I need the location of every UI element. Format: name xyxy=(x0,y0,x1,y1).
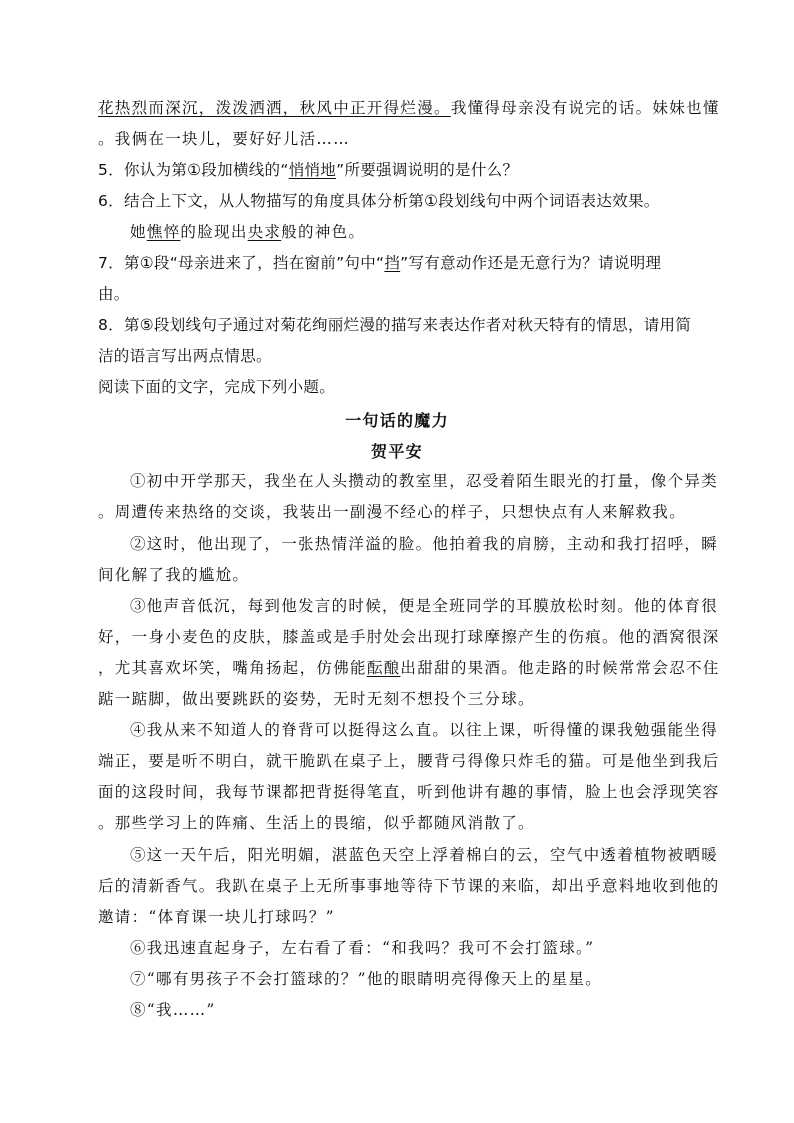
paragraph-1-cont: 。周遭传来热络的交谈，我装出一副漫不经心的样子，只想快点有人来解救我。 xyxy=(98,503,687,521)
paragraph-3-cont: 踮一踮脚，做出要跳跃的姿势，无时无刻不想投个三分球。 xyxy=(98,690,535,708)
question-8: 8．第⑤段划线句子通过对菊花绚丽烂漫的描写来表达作者对秋天特有的情思，请用简 xyxy=(98,316,692,334)
question-8-cont: 洁的语言写出两点情思。 xyxy=(98,347,272,365)
paragraph-1: ①初中开学那天，我坐在人头攒动的教室里，忍受着陌生眼光的打量，像个异类 xyxy=(130,472,719,490)
paragraph-2: ②这时，他出现了，一张热情洋溢的脸。他拍着我的肩膀，主动和我打招呼，瞬 xyxy=(130,535,719,553)
paragraph-3-cont: 好，一身小麦色的皮肤，膝盖或是手肘处会出现打球摩擦产生的伤痕。他的酒窝很深 xyxy=(98,628,720,646)
underlined-word: 憔悴 xyxy=(146,223,181,241)
question-7-cont: 由。 xyxy=(98,285,130,303)
article-title: 一句话的魔力 xyxy=(345,411,449,430)
passage-line: 花热烈而深沉，泼泼洒洒，秋风中正开得烂漫。我懂得母亲没有说完的话。妹妹也懂 xyxy=(98,99,720,117)
question-5: 5．你认为第①段加横线的“悄悄地”所要强调说明的是什么？ xyxy=(98,161,519,179)
underlined-word: 悄悄地 xyxy=(288,161,337,179)
question-6-sentence: 她憔悴的脸现出央求般的神色。 xyxy=(130,223,366,241)
reading-instruction: 阅读下面的文字，完成下列小题。 xyxy=(98,378,336,396)
paragraph-3-cont: ，尤其喜欢坏笑，嘴角扬起，仿佛能酝酿出甜甜的果酒。他走路的时候常常会忍不住 xyxy=(98,659,720,677)
passage-line: 。我俩在一块儿，要好好儿活…… xyxy=(98,130,351,148)
paragraph-4-cont: 端正，要是听不明白，就干脆趴在桌子上，腰背弓得像只炸毛的猫。可是他坐到我后 xyxy=(98,752,720,770)
paragraph-4: ④我从来不知道人的脊背可以挺得这么直。以往上课，听得懂的课我勉强能坐得 xyxy=(130,721,719,739)
paragraph-7: ⑦“哪有男孩子不会打篮球的？”他的眼睛明亮得像天上的星星。 xyxy=(130,970,603,988)
paragraph-8: ⑧“我……” xyxy=(130,1001,216,1019)
paragraph-5-cont: 邀请：“体育课一块儿打球吗？” xyxy=(98,908,335,926)
question-7: 7．第①段“母亲进来了，挡在窗前”句中“挡”写有意动作还是无意行为？请说明理 xyxy=(98,254,662,272)
paragraph-5: ⑤这一天午后，阳光明媚，湛蓝色天空上浮着棉白的云，空气中透着植物被晒暖 xyxy=(130,846,719,864)
article-author: 贺平安 xyxy=(371,442,423,461)
underlined-sentence: 花热烈而深沉，泼泼洒洒，秋风中正开得烂漫。 xyxy=(98,99,451,117)
paragraph-6: ⑥我迅速直起身子，左右看了看：“和我吗？我可不会打篮球。” xyxy=(130,939,595,957)
question-6: 6．结合上下文，从人物描写的角度具体分析第①段划线句中两个词语表达效果。 xyxy=(98,192,660,210)
paragraph-4-cont: 面的这段时间，我每节课都把背挺得笔直，听到他讲有趣的事情，脸上也会浮现笑容 xyxy=(98,783,720,801)
underlined-word: 酝酿 xyxy=(366,659,401,677)
underlined-word: 挡 xyxy=(384,254,401,272)
paragraph-3: ③他声音低沉，每到他发言的时候，便是全班同学的耳膜放松时刻。他的体育很 xyxy=(130,597,719,615)
underlined-word: 央求 xyxy=(247,223,282,241)
paragraph-2-cont: 间化解了我的尴尬。 xyxy=(98,566,250,584)
paragraph-5-cont: 后的清新香气。我趴在桌子上无所事事地等待下节课的来临，却出乎意料地收到他的 xyxy=(98,877,720,895)
paragraph-4-cont: 。那些学习上的阵痛、生活上的畏缩，似乎都随风消散了。 xyxy=(98,814,535,832)
